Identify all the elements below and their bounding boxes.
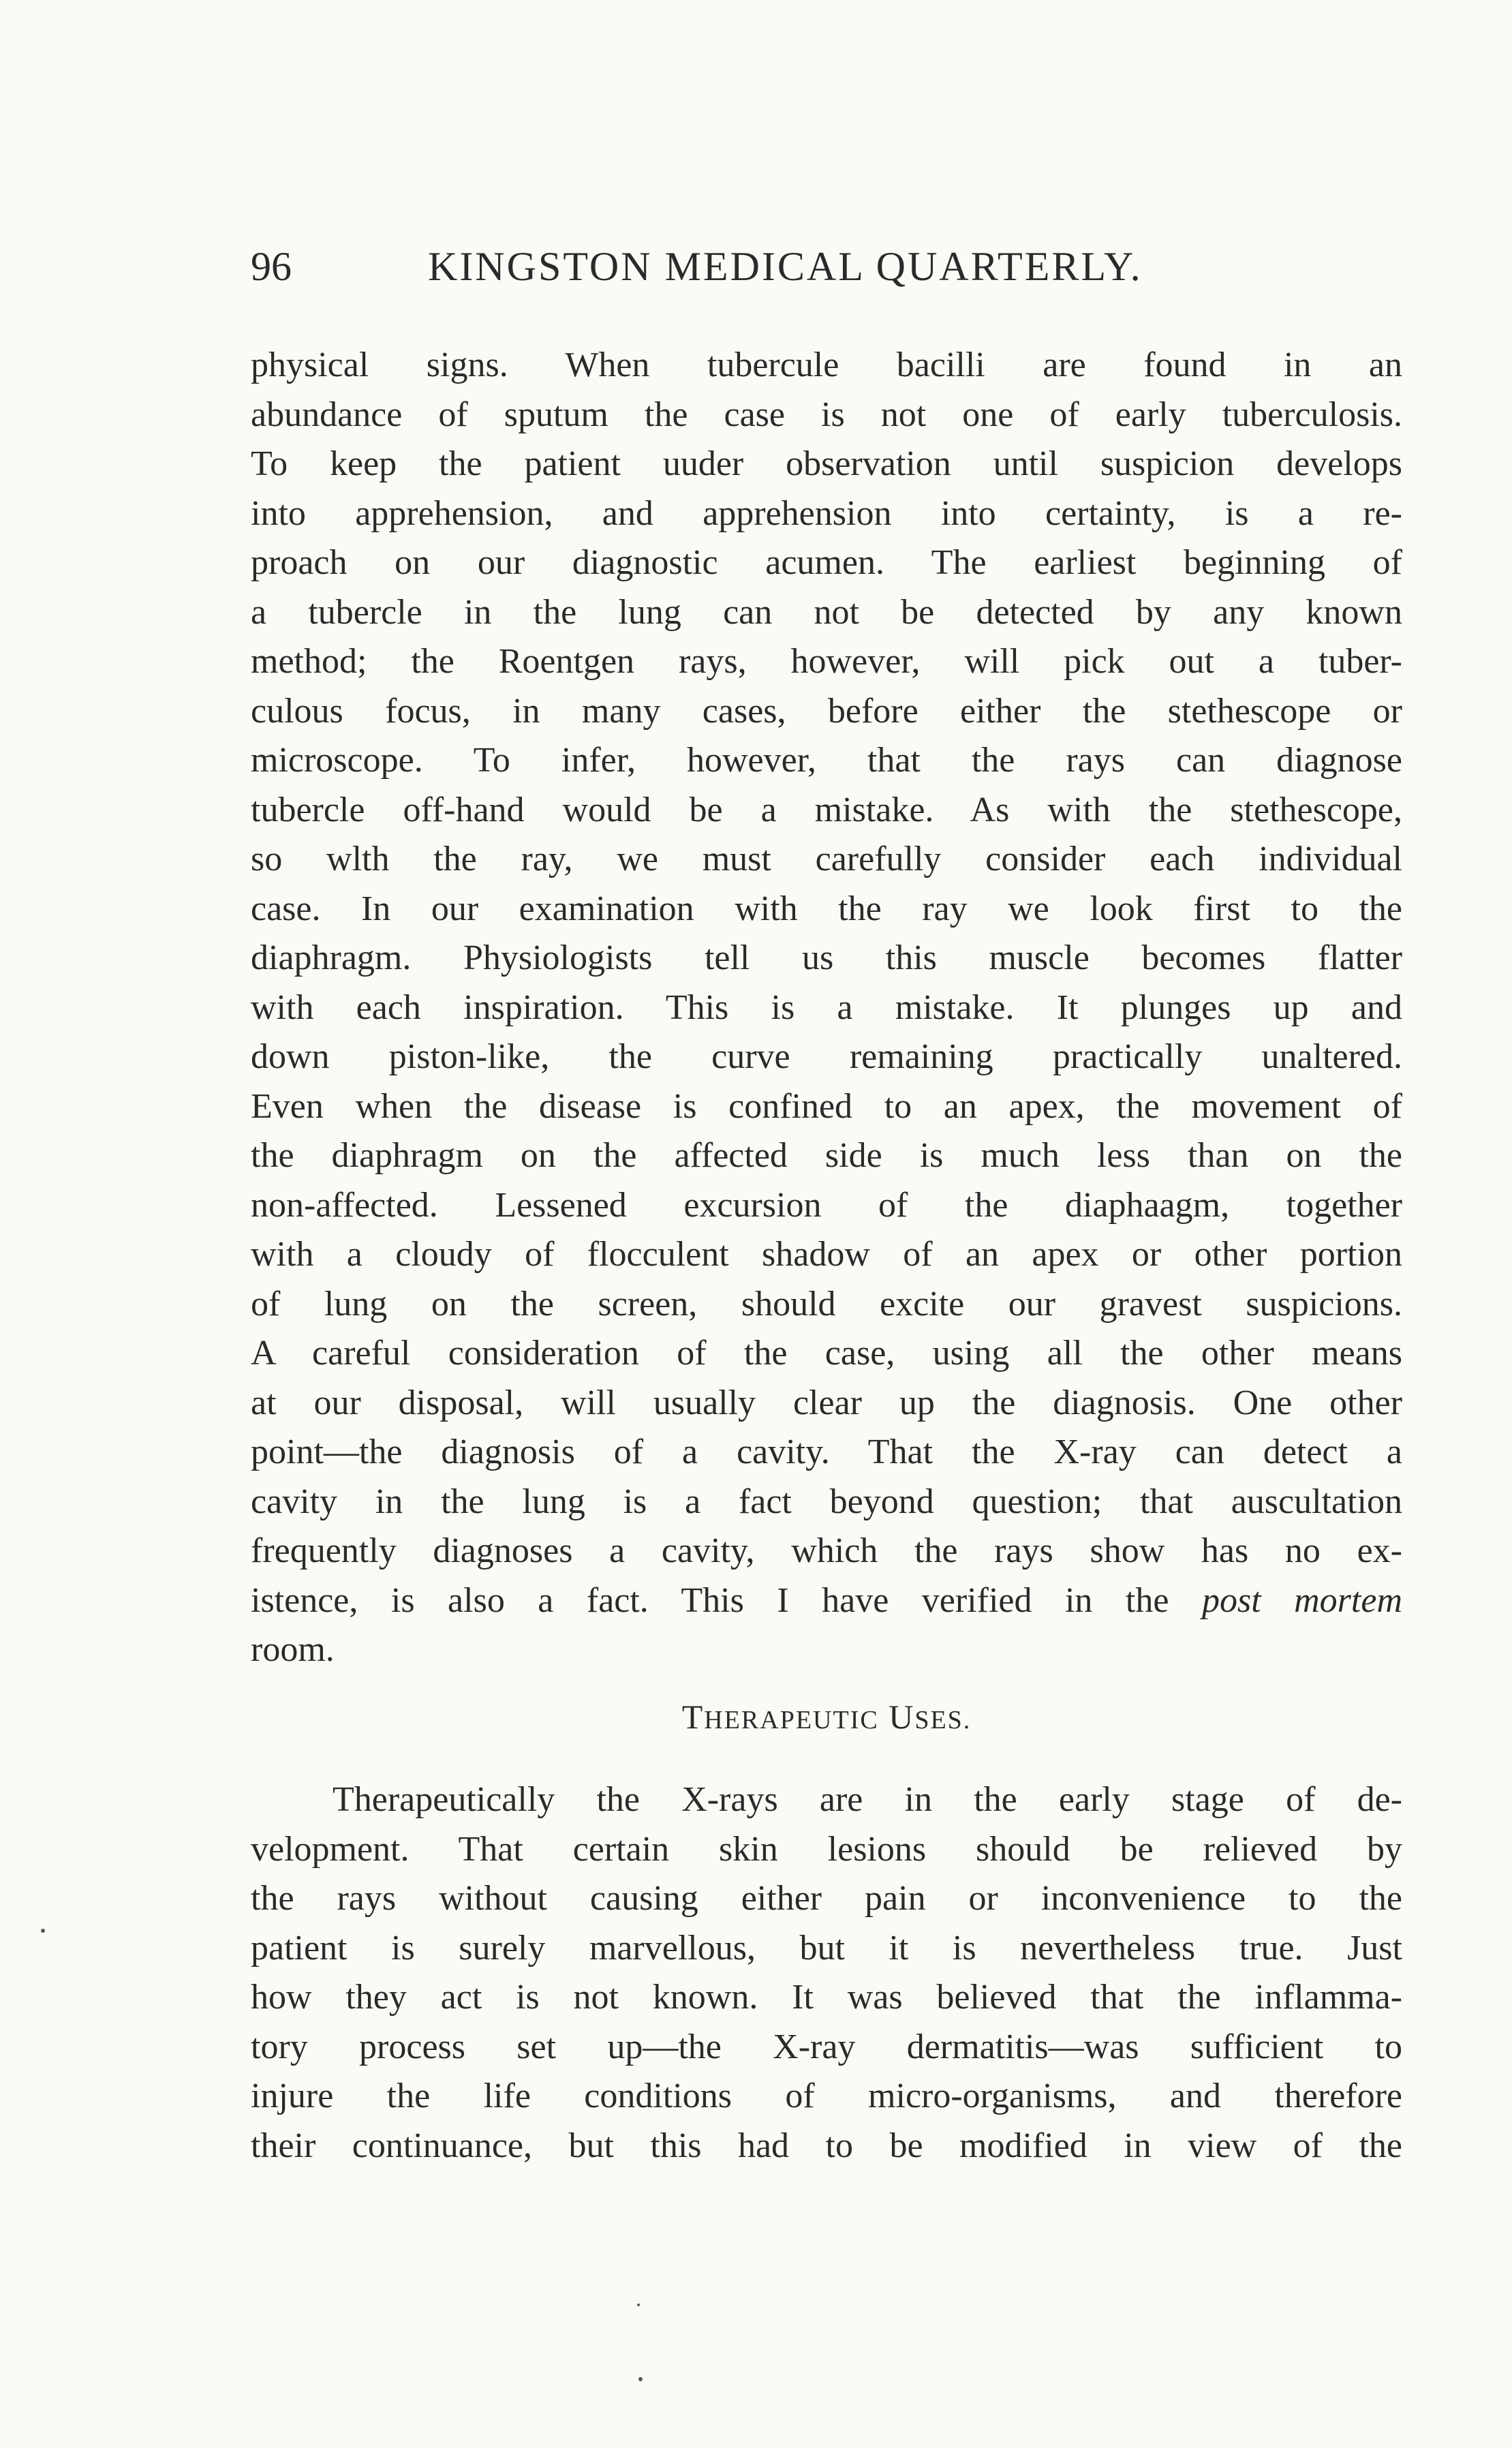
heading-smallcaps: SES.	[914, 1706, 972, 1734]
text-line: the diaphragm on the affected side is much less than on the	[251, 1136, 1402, 1175]
text-line: patient is surely marvellous, but it is nevertheless true. Just	[251, 1928, 1402, 1968]
text-line: at our disposal, will usually clear up the diagnosis. One other	[251, 1383, 1402, 1422]
scan-speck	[637, 2304, 640, 2306]
text-line: frequently diagnoses a cavity, which the rays show has no ex-	[251, 1531, 1402, 1570]
text-line: case. In our examination with the ray we look first to the	[251, 889, 1402, 928]
text-line: Therapeutically the X-rays are in the early stage of de-	[333, 1780, 1402, 1819]
text-line: abundance of sputum the case is not one of early tuberculosis.	[251, 395, 1402, 434]
page-number: 96	[251, 244, 292, 289]
text-line: A careful consideration of the case, using all the other means	[251, 1334, 1402, 1373]
text-line: tory process set up—the X-ray dermatitis—was sufficient to	[251, 2027, 1402, 2066]
text-line: method; the Roentgen rays, however, will pick out a tuber-	[251, 642, 1402, 681]
text-line: into apprehension, and apprehension into certainty, is a re-	[251, 493, 1402, 533]
scan-speck	[638, 2377, 643, 2381]
paragraph-2	[251, 1775, 1402, 2171]
text-line: with a cloudy of flocculent shadow of an apex or other portion	[251, 1235, 1402, 1274]
text-line: of lung on the screen, should excite our gravest suspicions.	[251, 1284, 1402, 1324]
paragraph-1	[251, 341, 1402, 1675]
text-line: non-affected. Lessened excursion of the diaphaagm, together	[251, 1185, 1402, 1225]
heading-cap: U	[889, 1698, 915, 1736]
text-line: with each inspiration. This is a mistake. It plunges up and	[251, 988, 1402, 1027]
text-line: down piston-like, the curve remaining practically unaltered.	[251, 1037, 1402, 1076]
text-line: point—the diagnosis of a cavity. That the X-ray can detect a	[251, 1433, 1402, 1471]
text-line: a tubercle in the lung can not be detected by any known	[251, 592, 1402, 632]
text-line: diaphragm. Physiologists tell us this muscle becomes flatter	[251, 938, 1402, 977]
text-line: injure the life conditions of micro-organisms, and therefore	[251, 2077, 1402, 2115]
text-fragment: istence, is also a fact. This I have verified in the	[251, 1580, 1169, 1620]
journal-title: KINGSTON MEDICAL QUARTERLY.	[428, 244, 1143, 289]
text-line: To keep the patient uuder observation until suspicion develops	[251, 444, 1402, 483]
text-line: so wlth the ray, we must carefully consider each individual	[251, 840, 1402, 878]
text-line: culous focus, in many cases, before either the stethescope or	[251, 691, 1402, 731]
text-line: microscope. To infer, however, that the rays can diagnose	[251, 741, 1402, 780]
heading-smallcaps: HERAPEUTIC	[704, 1706, 879, 1734]
text-line: physical signs. When tubercule bacilli are found in an	[251, 346, 1402, 384]
text-line: the rays without causing either pain or inconvenience to the	[251, 1879, 1402, 1918]
text-line: Even when the disease is confined to an apex, the movement of	[251, 1086, 1402, 1126]
text-line-with-italic	[251, 1576, 1402, 1626]
scan-speck	[41, 1929, 45, 1933]
section-heading	[251, 1697, 1402, 1736]
text-line: velopment. That certain skin lesions should be relieved by	[251, 1829, 1402, 1869]
text-line: tubercle off-hand would be a mistake. As with the stethescope,	[251, 790, 1402, 829]
text-line: their continuance, but this had to be modified in view of the	[251, 2126, 1402, 2165]
text-line: proach on our diagnostic acumen. The earliest beginning of	[251, 543, 1402, 582]
heading-cap: T	[681, 1698, 705, 1736]
text-line: room.	[251, 1630, 335, 1669]
text-line: cavity in the lung is a fact beyond question; that auscultation	[251, 1482, 1402, 1521]
italic-phrase: post mortem	[1201, 1580, 1402, 1620]
text-line: how they act is not known. It was believed that the inflamma-	[251, 1978, 1402, 2017]
